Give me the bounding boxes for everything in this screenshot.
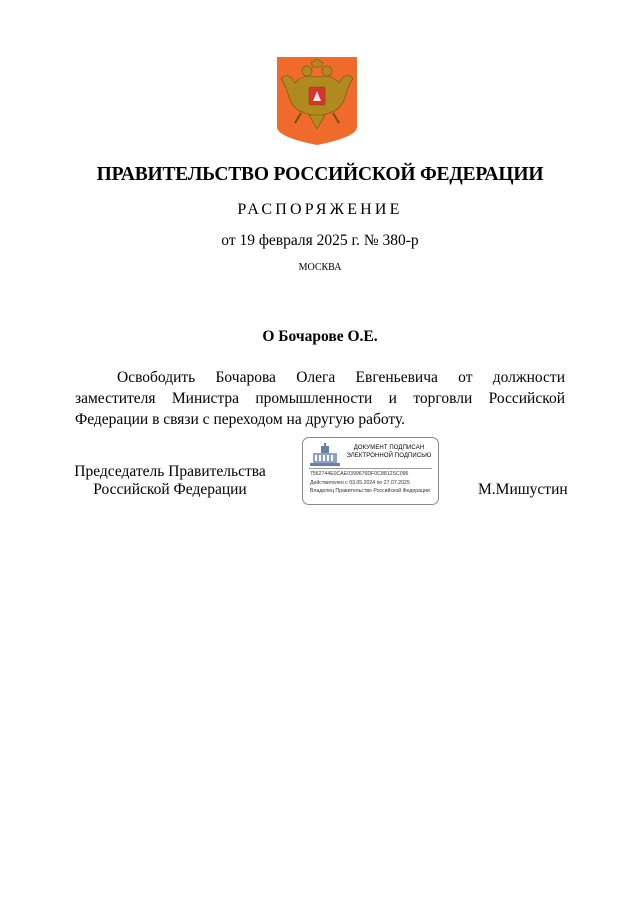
government-title: ПРАВИТЕЛЬСТВО РОССИЙСКОЙ ФЕДЕРАЦИИ — [96, 164, 544, 185]
stamp-certificate-serial: 7562744E0CAE0399676DF0C8812SC096 — [310, 471, 409, 477]
electronic-signature-stamp — [302, 437, 439, 505]
coat-of-arms-icon — [277, 57, 357, 145]
signer-role — [60, 463, 280, 499]
document-type: РАСПОРЯЖЕНИЕ — [237, 201, 403, 218]
stamp-validity: Действителен с 03.05.2024 по 27.07.2025 — [310, 480, 410, 486]
government-building-icon — [309, 443, 341, 467]
document-city: МОСКВА — [298, 262, 342, 273]
stamp-title-line: ДОКУМЕНТ ПОДПИСАН — [353, 445, 425, 451]
signer-name: М.Мишустин — [478, 481, 568, 498]
signer-role-line: Председатель Правительства — [74, 463, 266, 480]
signer-role-line: Российской Федерации — [93, 481, 247, 498]
stamp-owner: Владелец Правительство Российской Федерации — [310, 488, 430, 494]
stamp-divider — [309, 468, 432, 469]
stamp-title-line: ЭЛЕКТРОННОЙ ПОДПИСЬЮ — [346, 452, 432, 459]
document-subject: О Бочарове О.Е. — [262, 328, 378, 345]
stamp-title — [343, 445, 435, 460]
document-date-number: от 19 февраля 2025 г. № 380-р — [221, 232, 419, 249]
document-body: Освободить Бочарова Олега Евгеньевича от должности заместителя Министра промышленности и торговли Российской Федерации в связи с переходом на другую работу. — [75, 369, 565, 428]
